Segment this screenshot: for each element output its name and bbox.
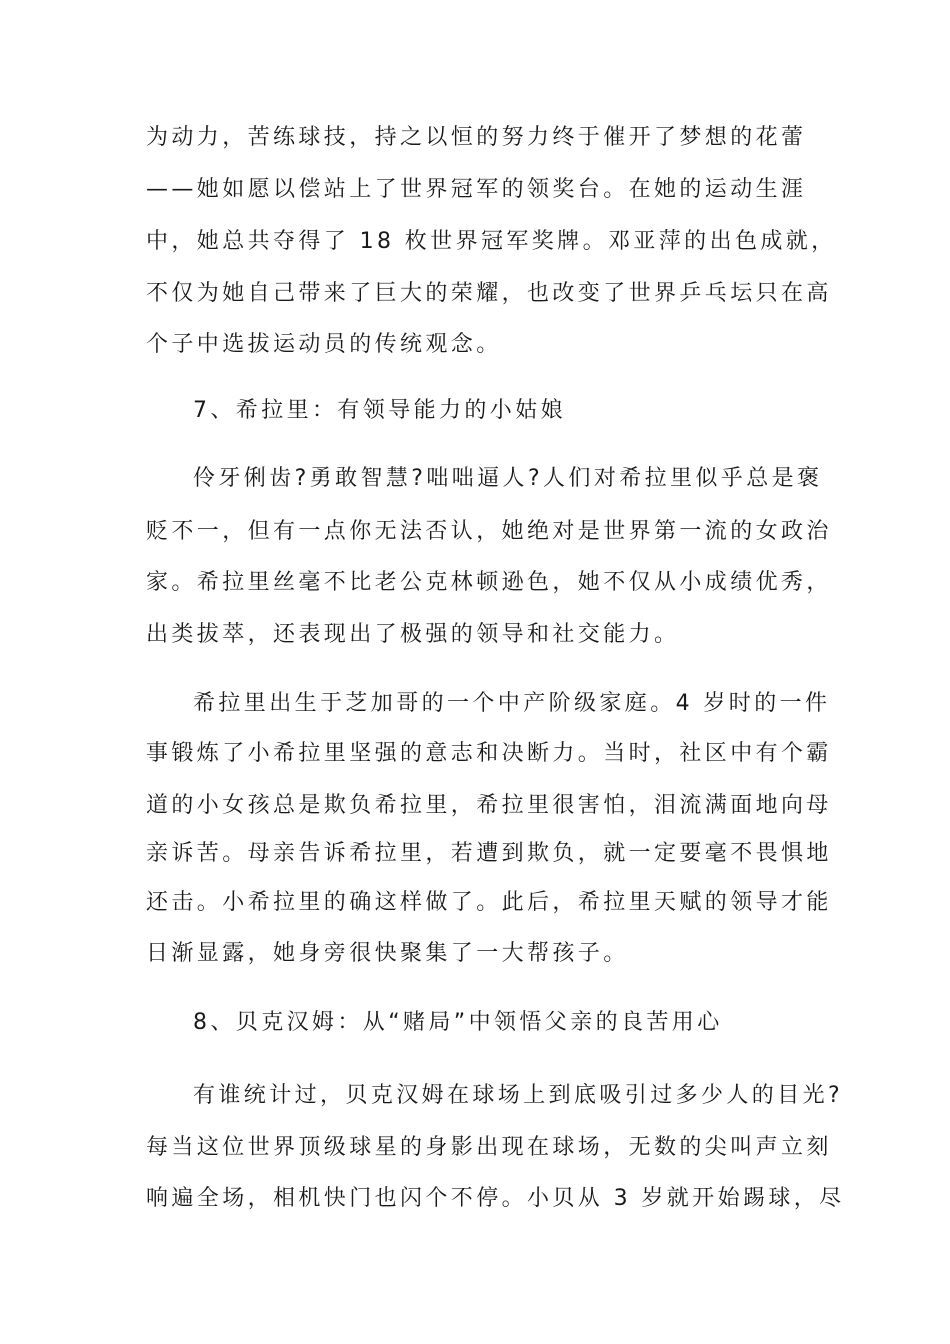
paragraph-line: 每当这位世界顶级球星的身影出现在球场，无数的尖叫声立刻 (146, 1135, 832, 1160)
paragraph-line: 伶牙俐齿?勇敢智慧?咄咄逼人?人们对希拉里似乎总是褒 (193, 466, 823, 491)
paragraph-line: 不仅为她自己带来了巨大的荣耀，也改变了世界乒乓坛只在高 (146, 281, 832, 306)
paragraph-line: 希拉里出生于芝加哥的一个中产阶级家庭。4 岁时的一件 (193, 691, 831, 716)
paragraph-line: 道的小女孩总是欺负希拉里，希拉里很害怕，泪流满面地向母 (146, 793, 832, 818)
paragraph-line: 个子中选拔运动员的传统观念。 (146, 332, 502, 357)
paragraph-line: 日渐显露，她身旁很快聚集了一大帮孩子。 (146, 941, 629, 966)
paragraph-line: ——她如愿以偿站上了世界冠军的领奖台。在她的运动生涯 (146, 177, 807, 202)
section-heading-hillary: 7、希拉里：有领导能力的小姑娘 (193, 398, 566, 423)
paragraph-line: 还击。小希拉里的确这样做了。此后，希拉里天赋的领导才能 (146, 890, 832, 915)
paragraph-line: 亲诉苦。母亲告诉希拉里，若遭到欺负，就一定要毫不畏惧地 (146, 841, 832, 866)
paragraph-line: 家。希拉里丝毫不比老公克林顿逊色，她不仅从小成绩优秀， (146, 570, 832, 595)
paragraph-line: 为动力，苦练球技，持之以恒的努力终于催开了梦想的花蕾 (146, 125, 807, 150)
paragraph-line: 贬不一，但有一点你无法否认，她绝对是世界第一流的女政治 (146, 519, 832, 544)
paragraph-line: 事锻炼了小希拉里坚强的意志和决断力。当时，社区中有个霸 (146, 741, 832, 766)
paragraph-line: 中，她总共夺得了 18 枚世界冠军奖牌。邓亚萍的出色成就， (146, 229, 837, 254)
paragraph-line: 响遍全场，相机快门也闪个不停。小贝从 3 岁就开始踢球，尽 (146, 1186, 845, 1211)
paragraph-line: 有谁统计过，贝克汉姆在球场上到底吸引过多少人的目光? (193, 1083, 844, 1108)
section-heading-beckham: 8、贝克汉姆：从“赌局”中领悟父亲的良苦用心 (193, 1010, 723, 1035)
paragraph-line: 出类拔萃，还表现出了极强的领导和社交能力。 (146, 622, 680, 647)
